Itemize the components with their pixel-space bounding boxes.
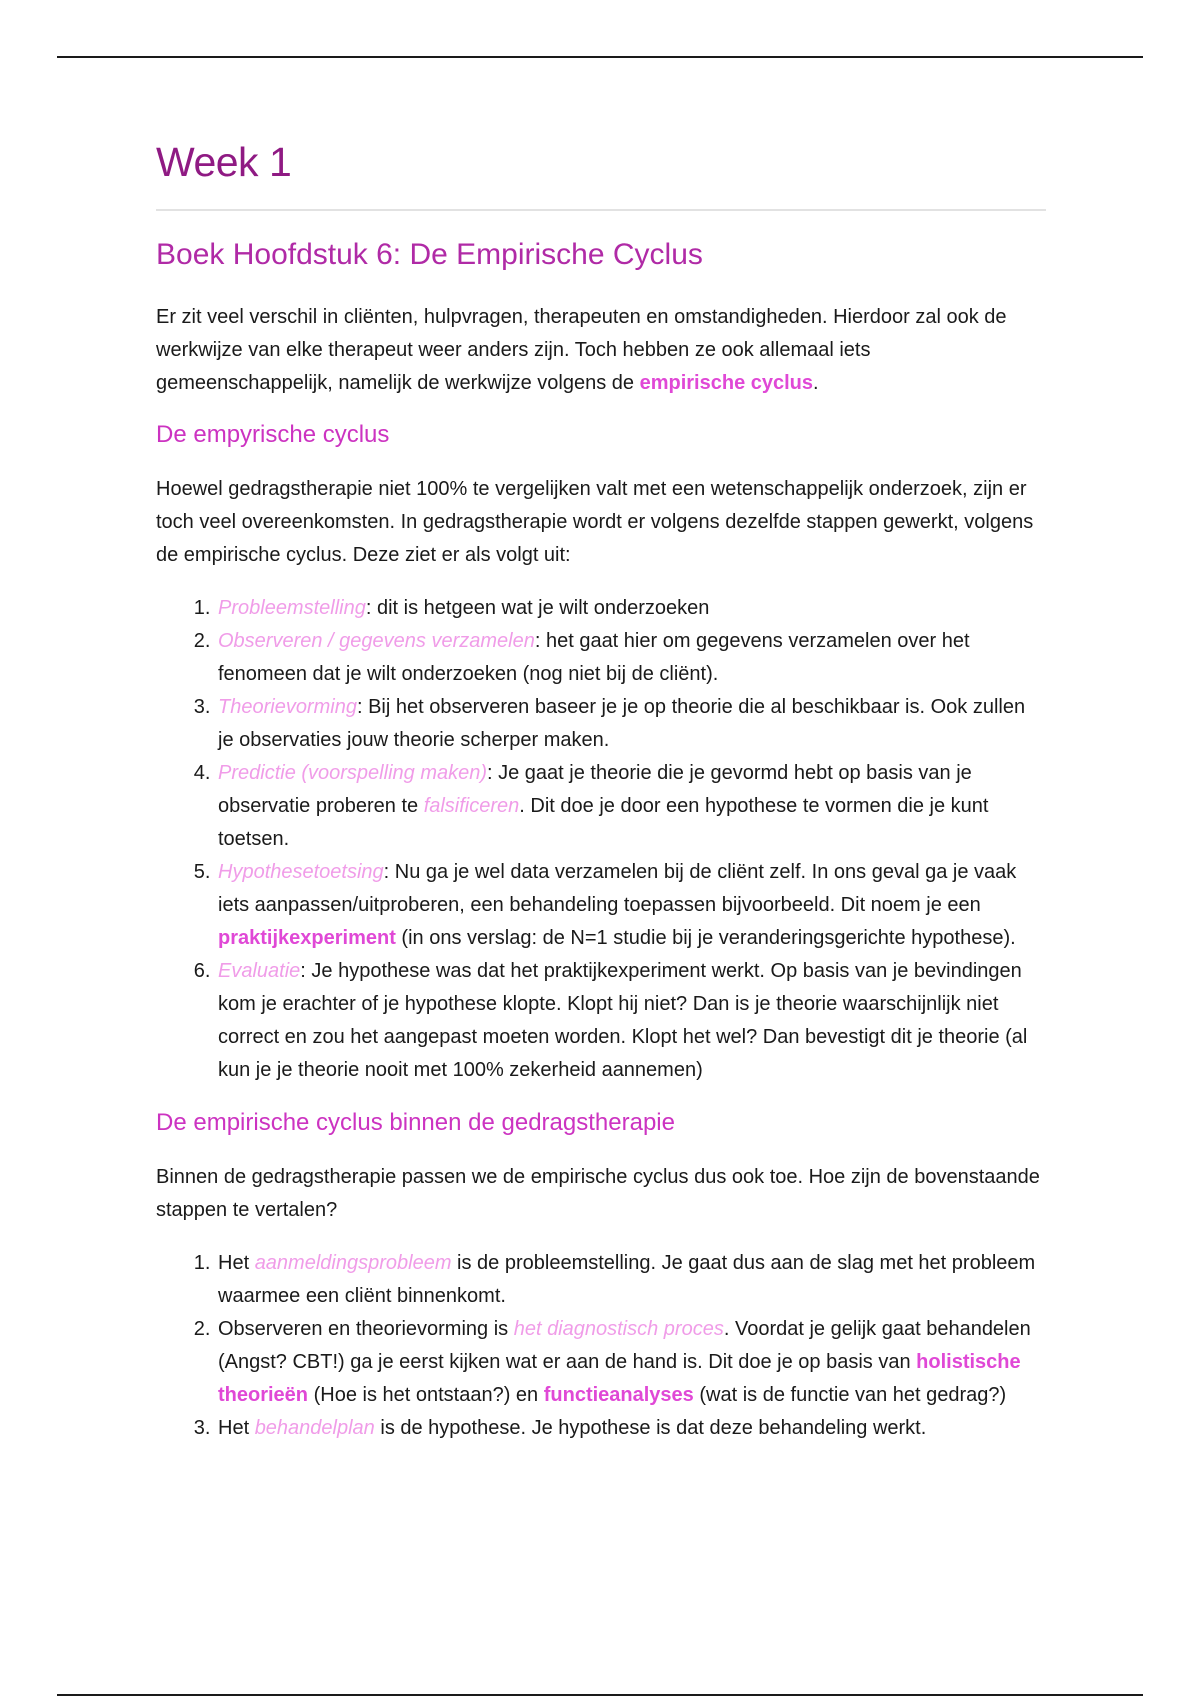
intro-text: Er zit veel verschil in cliënten, hulpvragen, therapeuten en omstandigheden. Hierdoor zal ook de werkwijze van elke therapeut weer anders zijn. Toch hebben ze ook allemaal iets gemeenschappelijk, namelijk de werkwijze volgens de xyxy=(156,306,1007,394)
intro-paragraph xyxy=(156,301,1046,400)
list-item xyxy=(216,1313,1046,1412)
item-term: aanmeldingsprobleem xyxy=(254,1252,452,1274)
list-item xyxy=(216,1247,1046,1313)
step-text: . Dit doe je door een hypothese te vormen die je kunt toetsen. xyxy=(218,795,989,850)
step-strong-praktijkexperiment: praktijkexperiment xyxy=(218,927,396,949)
top-rule xyxy=(57,56,1143,58)
step-text: : Je hypothese was dat het praktijkexperiment werkt. Op basis van je bevindingen kom je erachter of je hypothese klopte. Klopt hij niet? Dan is je theorie waarschijnlijk niet correct en zou het aangepast moeten worden. Klopt het wel? Dan bevestigt dit je theorie (al kun je je theorie nooit met 100% zekerheid aannemen) xyxy=(218,960,1028,1081)
step-term: Observeren / gegevens verzamelen xyxy=(218,630,535,652)
section2-paragraph: Binnen de gedragstherapie passen we de empirische cyclus dus ook toe. Hoe zijn de bovenstaande stappen te vertalen? xyxy=(156,1166,1040,1221)
list-item xyxy=(216,625,1046,691)
translation-steps-list xyxy=(156,1247,1046,1445)
item-text: (wat is de functie van het gedrag?) xyxy=(693,1384,1007,1406)
step-text: : het gaat hier om gegevens verzamelen over het fenomeen dat je wilt onderzoeken (nog niet bij de cliënt). xyxy=(218,630,970,685)
item-text: Het xyxy=(218,1252,255,1274)
item-text: (Hoe is het ontstaan?) en xyxy=(308,1384,544,1406)
step-term: Evaluatie xyxy=(218,960,301,982)
chapter-heading: Boek Hoofdstuk 6: De Empirische Cyclus xyxy=(156,238,703,271)
step-text: : Nu ga je wel data verzamelen bij de cliënt zelf. In ons geval ga je vaak iets aanpassen/uitproberen, een behandeling toepassen bijvoorbeeld. Dit noem je een xyxy=(218,861,1017,916)
section1-paragraph: Hoewel gedragstherapie niet 100% te vergelijken valt met een wetenschappelijk onderzoek, zijn er toch veel overeenkomsten. In gedragstherapie wordt er volgens dezelfde stappen gewerkt, volgens de empirische cyclus. Deze ziet er als volgt uit: xyxy=(156,478,1034,566)
step-text: : dit is hetgeen wat je wilt onderzoeken xyxy=(365,597,710,619)
step-text: (in ons verslag: de N=1 studie bij je veranderingsgerichte hypothese). xyxy=(395,927,1016,949)
list-item xyxy=(216,955,1046,1087)
item-strong-holistische-theorieen: holistische theorieën xyxy=(218,1351,1021,1406)
step-text: : Bij het observeren baseer je je op theorie die al beschikbaar is. Ook zullen je observaties jouw theorie scherper maken. xyxy=(218,696,1026,751)
item-strong-functieanalyses: functieanalyses xyxy=(543,1384,694,1406)
item-text: Het xyxy=(218,1417,255,1439)
item-text: is de probleemstelling. Je gaat dus aan de slag met het probleem waarmee een cliënt binnenkomt. xyxy=(218,1252,1036,1307)
item-text: is de hypothese. Je hypothese is dat deze behandeling werkt. xyxy=(374,1417,927,1439)
step-text: : Je gaat je theorie die je gevormd hebt op basis van je observatie proberen te xyxy=(218,762,972,817)
section-heading-empyrische-cyclus: De empyrische cyclus xyxy=(156,421,390,448)
bottom-rule xyxy=(57,1694,1143,1696)
list-item xyxy=(216,691,1046,757)
item-term: behandelplan xyxy=(254,1417,375,1439)
title-divider xyxy=(156,209,1046,211)
list-item xyxy=(216,1412,1046,1445)
step-term-falsificeren: falsificeren xyxy=(423,795,520,817)
list-item xyxy=(216,592,1046,625)
intro-highlight: empirische cyclus xyxy=(639,372,814,394)
document-body xyxy=(156,132,1046,1445)
cycle-steps-list xyxy=(156,592,1046,1087)
list-item xyxy=(216,757,1046,856)
page-title: Week 1 xyxy=(156,139,292,185)
item-text: . Voordat je gelijk gaat behandelen (Angst? CBT!) ga je eerst kijken wat er aan de hand is. Dit doe je op basis van xyxy=(218,1318,1031,1373)
intro-end: . xyxy=(813,372,819,394)
item-term: het diagnostisch proces xyxy=(513,1318,724,1340)
step-term: Theorievorming xyxy=(218,696,357,718)
step-term: Probleemstelling xyxy=(218,597,366,619)
step-term: Predictie (voorspelling maken) xyxy=(218,762,488,784)
item-text: Observeren en theorievorming is xyxy=(218,1318,514,1340)
list-item xyxy=(216,856,1046,955)
step-term: Hypothesetoetsing xyxy=(218,861,384,883)
section-heading-gedragstherapie: De empirische cyclus binnen de gedragstherapie xyxy=(156,1109,675,1136)
